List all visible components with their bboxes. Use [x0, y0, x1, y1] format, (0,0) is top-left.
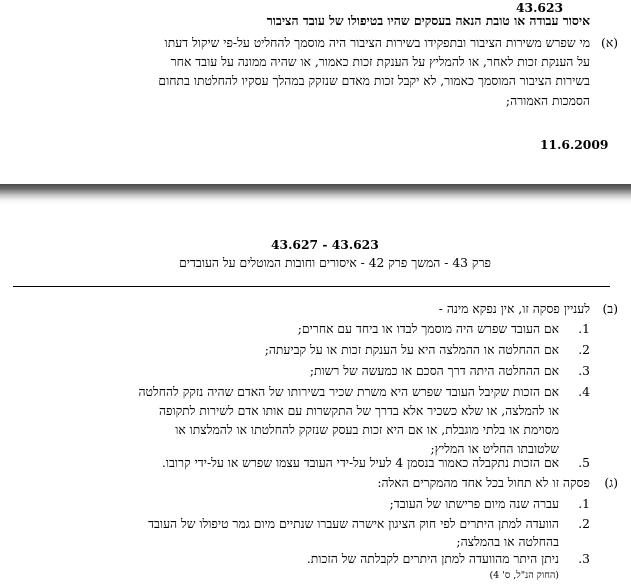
paragraph-line: הסמכות האמורה; [505, 94, 590, 108]
page-range: 43.627 - 43.623 [271, 237, 379, 252]
list-item: ניתן היתר מהוועדה למתן היתרים לקבלתה של הזכות. [306, 552, 559, 566]
list-item-number: .1 [578, 497, 590, 511]
page-number-top: 43.623 [516, 0, 564, 15]
paragraph-line: בשירות הציבור המוסמך כאמור, לא יקבל זכות מאדם שנזקק במהלך עסקיו להחלטתו בתחום [158, 74, 590, 88]
footnote: (החוק הנ"ל, ס' 4) [489, 570, 559, 581]
list-item: אם ההחלטה או ההמלצה היא על הענקת זכות או על קביעתה; [264, 343, 559, 357]
list-item-continued: מסוימת או בלתי מוגבלת, או אם היא זכות בעסק שנזקק להחלטתו או להמלצתו או [175, 423, 559, 437]
clause-marker-b: (ב) [602, 302, 618, 316]
list-item-continued: שלטובתו החליט או המליץ; [430, 442, 559, 456]
list-item-number: .2 [578, 343, 590, 357]
list-item-number: .5 [578, 456, 590, 470]
list-item-number: .4 [578, 385, 590, 399]
chapter-heading: פרק 43 - המשך פרק 42 - איסורים וחובות המוטלים על העובדים [179, 256, 491, 270]
list-item: אם הזכות נתקבלה כאמור בנסמן 4 לעיל על-ידי העובד עצמו שפרש או על-ידי קרובו. [161, 456, 559, 470]
list-item: הוועדה למתן היתרים לפי חוק הציגון אישרה שעברו שנתיים מיום גמר טיפולו של העובד [148, 517, 559, 531]
list-item-number: .1 [578, 322, 590, 336]
list-item: עברה שנה מיום פרישתו של העובד; [389, 497, 559, 511]
clause-c-intro: פסקה זו לא תחול בכל אחד מהמקרים האלה: [377, 476, 590, 490]
list-item-continued: או להמלצה, או שלא כשכיר אלא בדרך של התקשרות עם אותו אדם לשירות לתקופה [158, 404, 559, 418]
header-rule [13, 286, 610, 287]
section-title: איסור עבודה או טובת הנאה בעסקים שהיו בטיפולו של עובד הציבור [266, 13, 590, 28]
list-item-number: .2 [578, 517, 590, 531]
page-separator [0, 184, 631, 204]
paragraph-line: מי שפרש משירות הציבור ובתפקידו בשירות הציבור היה מוסמך להחליט על-פי שיקול דעתו [164, 36, 590, 50]
list-item-number: .3 [578, 364, 590, 378]
date: 11.6.2009 [540, 137, 609, 152]
clause-marker-c: (ג) [604, 476, 618, 490]
list-item: אם הזכות שקיבל העובד שפרש היא משרת שכיר בשירותו של האדם שהיה נזקק להחלטה [138, 385, 559, 399]
clause-marker-a: (א) [601, 36, 618, 50]
list-item: אם העובד שפרש היה מוסמך לבדו או ביחד עם אחרים; [297, 322, 559, 336]
clause-b-intro: לעניין פסקה זו, אין נפקא מינה - [438, 302, 590, 316]
list-item: אם ההחלטה היתה דרך הסכם או כמעשה של רשות; [309, 364, 559, 378]
list-item-number: .3 [578, 552, 590, 566]
paragraph-line: על הענקת זכות לאחר, או להמליץ על הענקת זכות כאמור, או שהיה ממונה על עובד אחר [170, 55, 590, 69]
list-item-continued: בהחלטה או בהמלצה; [456, 535, 559, 549]
